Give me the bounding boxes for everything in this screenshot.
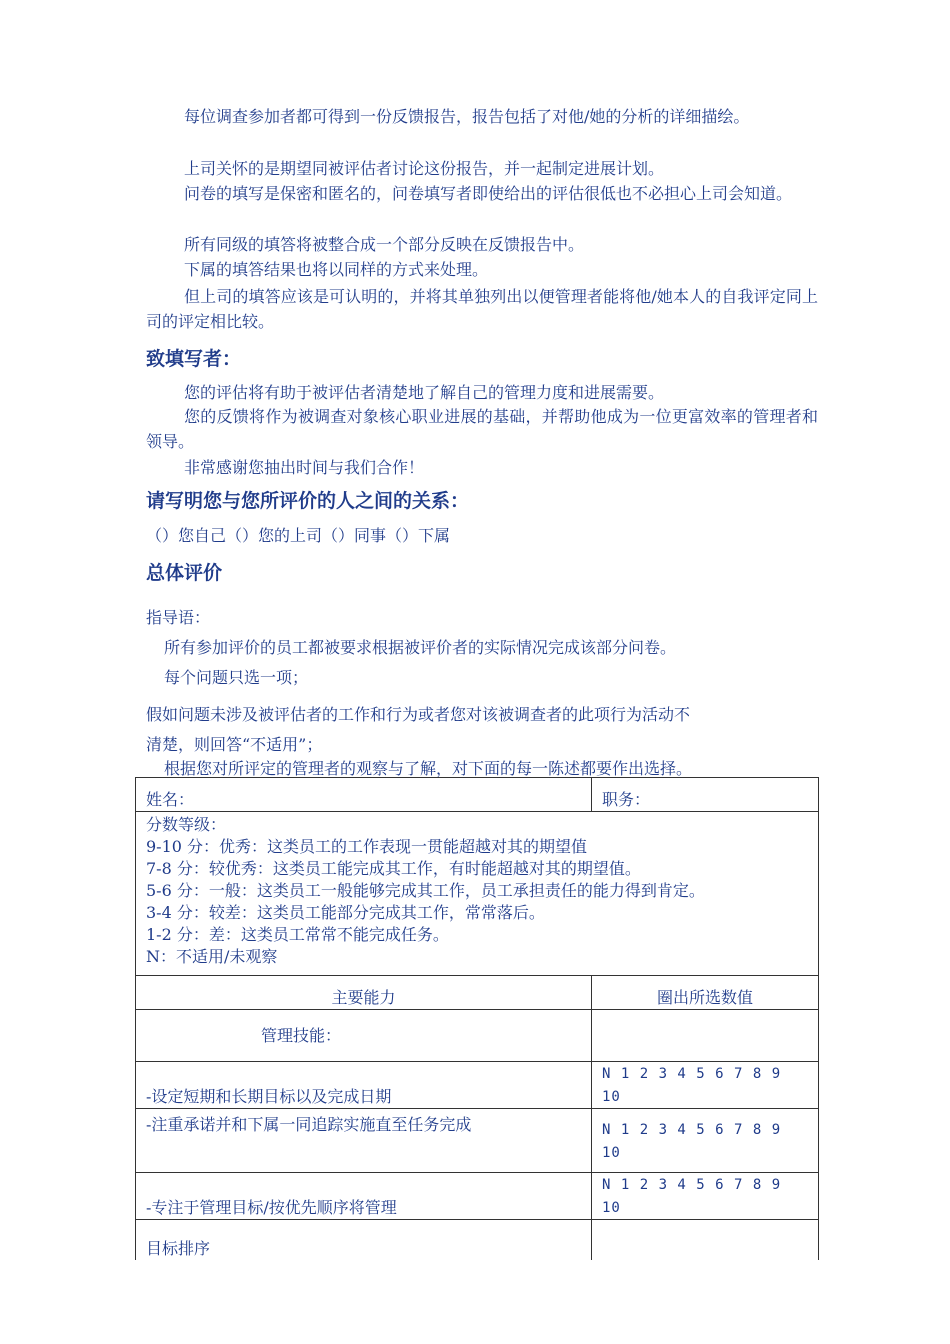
paragraph-subordinates: 下属的填答结果也将以同样的方式来处理。 xyxy=(184,260,489,279)
table-row-section xyxy=(136,1010,819,1062)
paragraph-feedback-basis: 您的反馈将作为被调查对象核心职业进展的基础，并帮助他成为一位更富效率的管理者和领导。 xyxy=(146,407,818,451)
paragraph-supervisor-identifiable: 但上司的填答应该是可认明的，并将其单独列出以便管理者能将他/她本人的自我评定同上司的评定相比较。 xyxy=(146,287,818,331)
header-score: 圈出所选数值 xyxy=(592,976,819,1010)
item-text: -注重承诺并和下属一同追踪实施直至任务完成 xyxy=(136,1109,592,1173)
item-scale[interactable] xyxy=(592,1173,819,1220)
item-text: -专注于管理目标/按优先顺序将管理 xyxy=(136,1173,592,1220)
grade-9-10: 9-10 分：优秀：这类员工的工作表现一贯能超越对其的期望值 xyxy=(146,837,588,856)
name-cell[interactable] xyxy=(136,778,592,812)
item-scale[interactable] xyxy=(592,1062,819,1109)
score-scale[interactable]: N 1 2 3 4 5 6 7 8 9 10 xyxy=(602,1066,782,1105)
paragraph-assessment-help: 您的评估将有助于被评估者清楚地了解自己的管理力度和进展需要。 xyxy=(184,383,665,402)
heading-overall-evaluation: 总体评价 xyxy=(146,562,223,584)
section-management-skills: 管理技能： xyxy=(136,1010,592,1062)
guide-line-4: 清楚，则回答“不适用”； xyxy=(146,735,323,754)
grades-title: 分数等级： xyxy=(146,815,227,834)
evaluation-form-table xyxy=(135,777,819,1260)
grade-n: N：不适用/未观察 xyxy=(146,947,278,966)
grade-1-2: 1-2 分：差：这类员工常常不能完成任务。 xyxy=(146,925,449,944)
item-text: -设定短期和长期目标以及完成日期 xyxy=(136,1062,592,1109)
heading-to-respondent: 致填写者： xyxy=(146,348,242,370)
guide-line-3: 假如问题未涉及被评估者的工作和行为或者您对该被调查者的此项行为活动不 xyxy=(146,705,691,724)
section-score-empty xyxy=(592,1010,819,1062)
guide-line-2: 每个问题只选一项； xyxy=(164,668,309,687)
item-scale[interactable] xyxy=(592,1109,819,1173)
name-label: 姓名： xyxy=(146,790,195,809)
paragraph-feedback-report: 每位调查参加者都可得到一份反馈报告，报告包括了对他/她的分析的详细描绘。 xyxy=(184,107,750,126)
grade-5-6: 5-6 分：一般：这类员工一般能够完成其工作，员工承担责任的能力得到肯定。 xyxy=(146,881,705,900)
table-row xyxy=(136,1062,819,1109)
guide-label: 指导语： xyxy=(146,608,211,627)
score-scale[interactable]: N 1 2 3 4 5 6 7 8 9 10 xyxy=(602,1121,782,1161)
guide-line-1: 所有参加评价的员工都被要求根据被评价者的实际情况完成该部分问卷。 xyxy=(164,638,677,657)
paragraph-thanks: 非常感谢您抽出时间与我们合作！ xyxy=(184,458,425,477)
item-continuation-score xyxy=(592,1220,819,1260)
grade-7-8: 7-8 分：较优秀：这类员工能完成其工作，有时能超越对其的期望值。 xyxy=(146,859,641,878)
title-label: 职务： xyxy=(602,790,651,809)
table-row xyxy=(136,1173,819,1220)
table-row-continuation xyxy=(136,1220,819,1260)
table-row-name-title xyxy=(136,778,819,812)
title-cell[interactable] xyxy=(592,778,819,812)
table-row-header xyxy=(136,976,819,1010)
header-ability: 主要能力 xyxy=(136,976,592,1010)
paragraph-supervisor-care: 上司关怀的是期望同被评估者讨论这份报告，并一起制定进展计划。 xyxy=(184,159,665,178)
score-scale[interactable]: N 1 2 3 4 5 6 7 8 9 10 xyxy=(602,1177,782,1216)
relationship-options[interactable]: （）您自己（）您的上司（）同事（）下属 xyxy=(146,526,451,545)
heading-relationship: 请写明您与您所评价的人之间的关系： xyxy=(146,490,470,512)
table-row-grades xyxy=(136,812,819,976)
guide-line-5: 根据您对所评定的管理者的观察与了解，对下面的每一陈述都要作出选择。 xyxy=(164,759,693,778)
item-continuation: 目标排序 xyxy=(136,1220,592,1260)
grades-cell xyxy=(136,812,819,976)
paragraph-peers: 所有同级的填答将被整合成一个部分反映在反馈报告中。 xyxy=(184,235,585,254)
grade-3-4: 3-4 分：较差：这类员工能部分完成其工作，常常落后。 xyxy=(146,903,545,922)
table-row xyxy=(136,1109,819,1173)
paragraph-confidential: 问卷的填写是保密和匿名的，问卷填写者即使给出的评估很低也不必担心上司会知道。 xyxy=(184,184,793,203)
